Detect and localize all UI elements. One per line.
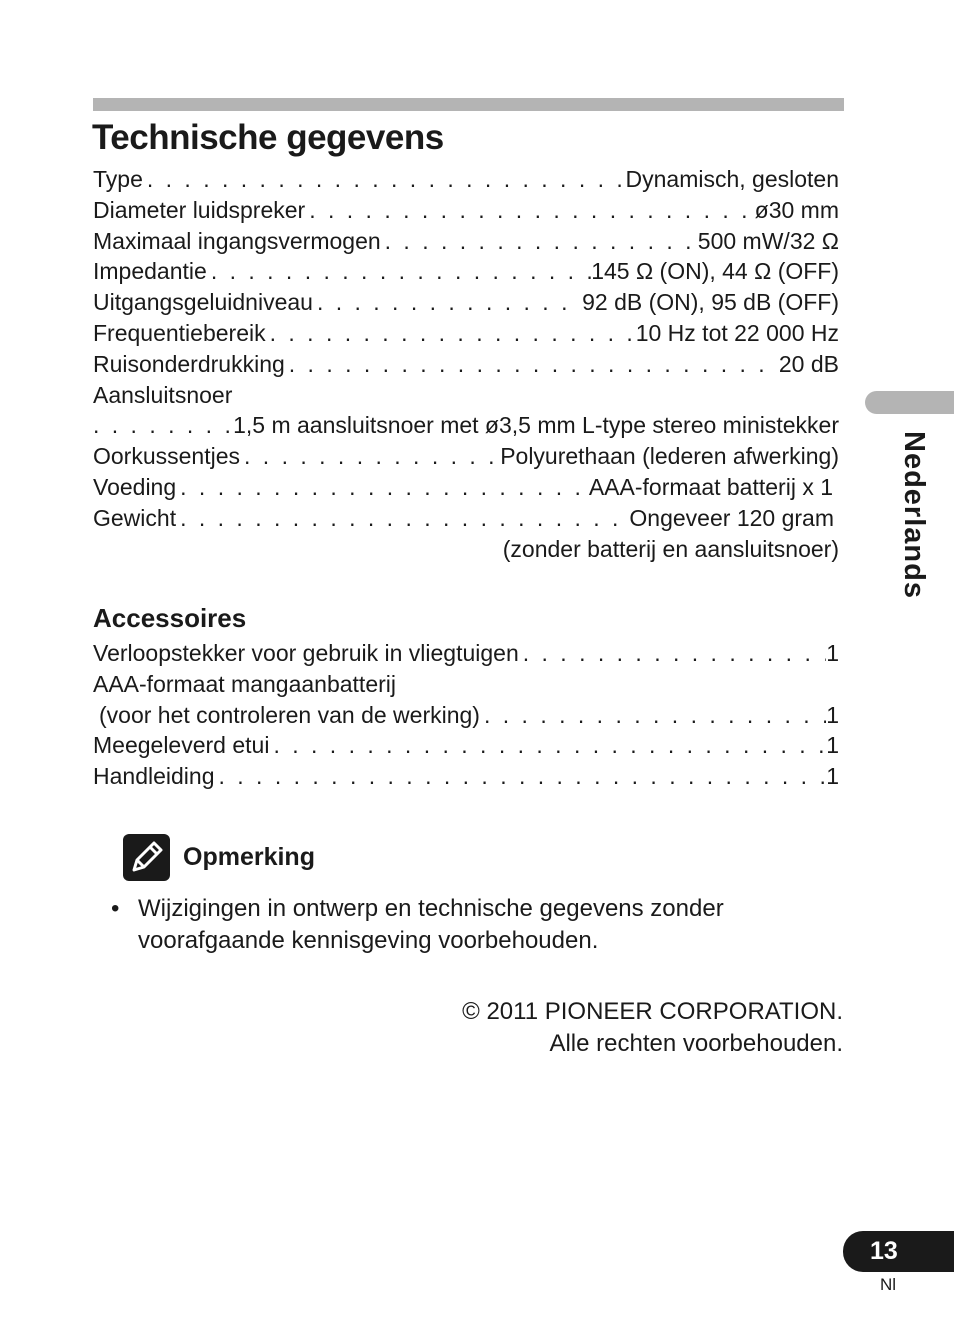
dot-leader: [207, 256, 591, 287]
accessories-heading: Accessoires: [93, 603, 247, 633]
spec-value: 92 dB (ON), 95 dB (OFF): [582, 289, 839, 316]
note-title: Opmerking: [183, 843, 315, 871]
spec-row-noise-reduction: [93, 349, 839, 380]
page-number: 13: [843, 1231, 954, 1272]
accessory-row: [93, 638, 839, 669]
spec-value-note: (zonder batterij en aansluitsnoer): [502, 535, 839, 562]
accessory-row: [93, 730, 839, 761]
spec-label: Type: [93, 166, 143, 192]
spec-value: Dynamisch, gesloten: [625, 166, 839, 192]
spec-label: Maximaal ingangsvermogen: [93, 227, 381, 254]
spec-row-impedance: [93, 256, 839, 287]
dot-leader: [313, 287, 582, 318]
note-text: Wijzigingen in ontwerp en technische gegevens zonder voorafgaande kennisgeving voorbehouden.: [138, 895, 724, 954]
section-rule: [93, 98, 844, 111]
spec-row-cord-value: [93, 410, 839, 441]
accessory-qty: 1: [826, 640, 839, 666]
spec-label: Uitgangsgeluidniveau: [93, 289, 313, 316]
spec-row-output-level: [93, 287, 839, 318]
accessory-qty: 1: [826, 763, 839, 790]
accessory-label: Meegeleverd etui: [93, 732, 270, 759]
accessory-row: [93, 761, 839, 792]
spec-label: Impedantie: [93, 258, 207, 285]
spec-row-max-input: [93, 226, 839, 257]
spec-label: Oorkussentjes: [93, 443, 241, 470]
spec-value: 10 Hz tot 22 000 Hz: [635, 319, 839, 346]
spec-row-type: [93, 164, 839, 195]
spec-value: 20 dB: [778, 350, 839, 377]
dot-leader: [480, 700, 826, 731]
dot-leader: [240, 441, 500, 472]
spec-label: Voeding: [93, 473, 177, 500]
spec-row-weight-note: [93, 534, 839, 565]
accessory-qty: 1: [826, 732, 839, 759]
spec-value: 145 Ω (ON), 44 Ω (OFF): [591, 258, 839, 285]
spec-label: Frequentiebereik: [93, 319, 266, 346]
dot-leader: [214, 761, 826, 792]
spec-list: [93, 164, 839, 564]
bullet: •: [111, 895, 120, 922]
language-tab-marker: [865, 391, 954, 414]
spec-value: ø30 mm: [754, 196, 839, 223]
page-title: Technische gegevens: [92, 118, 444, 157]
spec-value: Polyurethaan (lederen afwerking): [500, 443, 839, 470]
dot-leader: [381, 226, 698, 257]
spec-value: Ongeveer 120 gram: [629, 504, 834, 531]
dot-leader: [285, 349, 779, 380]
spec-row-power: [93, 472, 839, 503]
spec-row-ear-pads: [93, 441, 839, 472]
spec-row-cord: [93, 380, 839, 411]
spec-row-frequency: [93, 318, 839, 349]
copyright-line: © 2011 PIONEER CORPORATION.: [462, 998, 843, 1025]
accessory-label-continued: (voor het controleren van de werking): [99, 701, 480, 728]
dot-leader: [176, 472, 589, 503]
pencil-icon: [123, 834, 170, 881]
dot-leader: [266, 318, 636, 349]
spec-row-diameter: [93, 195, 839, 226]
spec-value: AAA-formaat batterij x 1: [588, 473, 833, 500]
dot-leader: [305, 195, 754, 226]
spec-label: Aansluitsnoer: [93, 381, 233, 408]
accessory-row-continued: [93, 700, 839, 731]
dot-leader: [269, 730, 826, 761]
spec-value: 500 mW/32 Ω: [697, 227, 839, 254]
dot-leader: [519, 638, 826, 669]
language-tab-label: Nederlands: [898, 431, 930, 599]
accessories-list: [93, 638, 839, 792]
accessory-label: Handleiding: [93, 763, 215, 790]
copyright-line: Alle rechten voorbehouden.: [549, 1030, 843, 1057]
spec-label: Gewicht: [93, 504, 177, 531]
spec-label: Ruisonderdrukking: [93, 350, 285, 377]
spec-row-weight: [93, 503, 839, 534]
dot-leader: [93, 410, 233, 441]
spec-label: Diameter luidspreker: [93, 196, 306, 223]
accessory-label: AAA-formaat mangaanbatterij: [93, 670, 396, 697]
dot-leader: [143, 164, 626, 195]
dot-leader: [176, 503, 629, 534]
accessory-qty: 1: [826, 701, 839, 728]
spec-value: 1,5 m aansluitsnoer met ø3,5 mm L-type stereo ministekker: [233, 412, 839, 439]
copyright: [462, 996, 843, 1060]
page-language-code: Nl: [880, 1275, 897, 1294]
accessory-label: Verloopstekker voor gebruik in vliegtuigen: [93, 640, 519, 666]
accessory-row: [93, 669, 839, 700]
